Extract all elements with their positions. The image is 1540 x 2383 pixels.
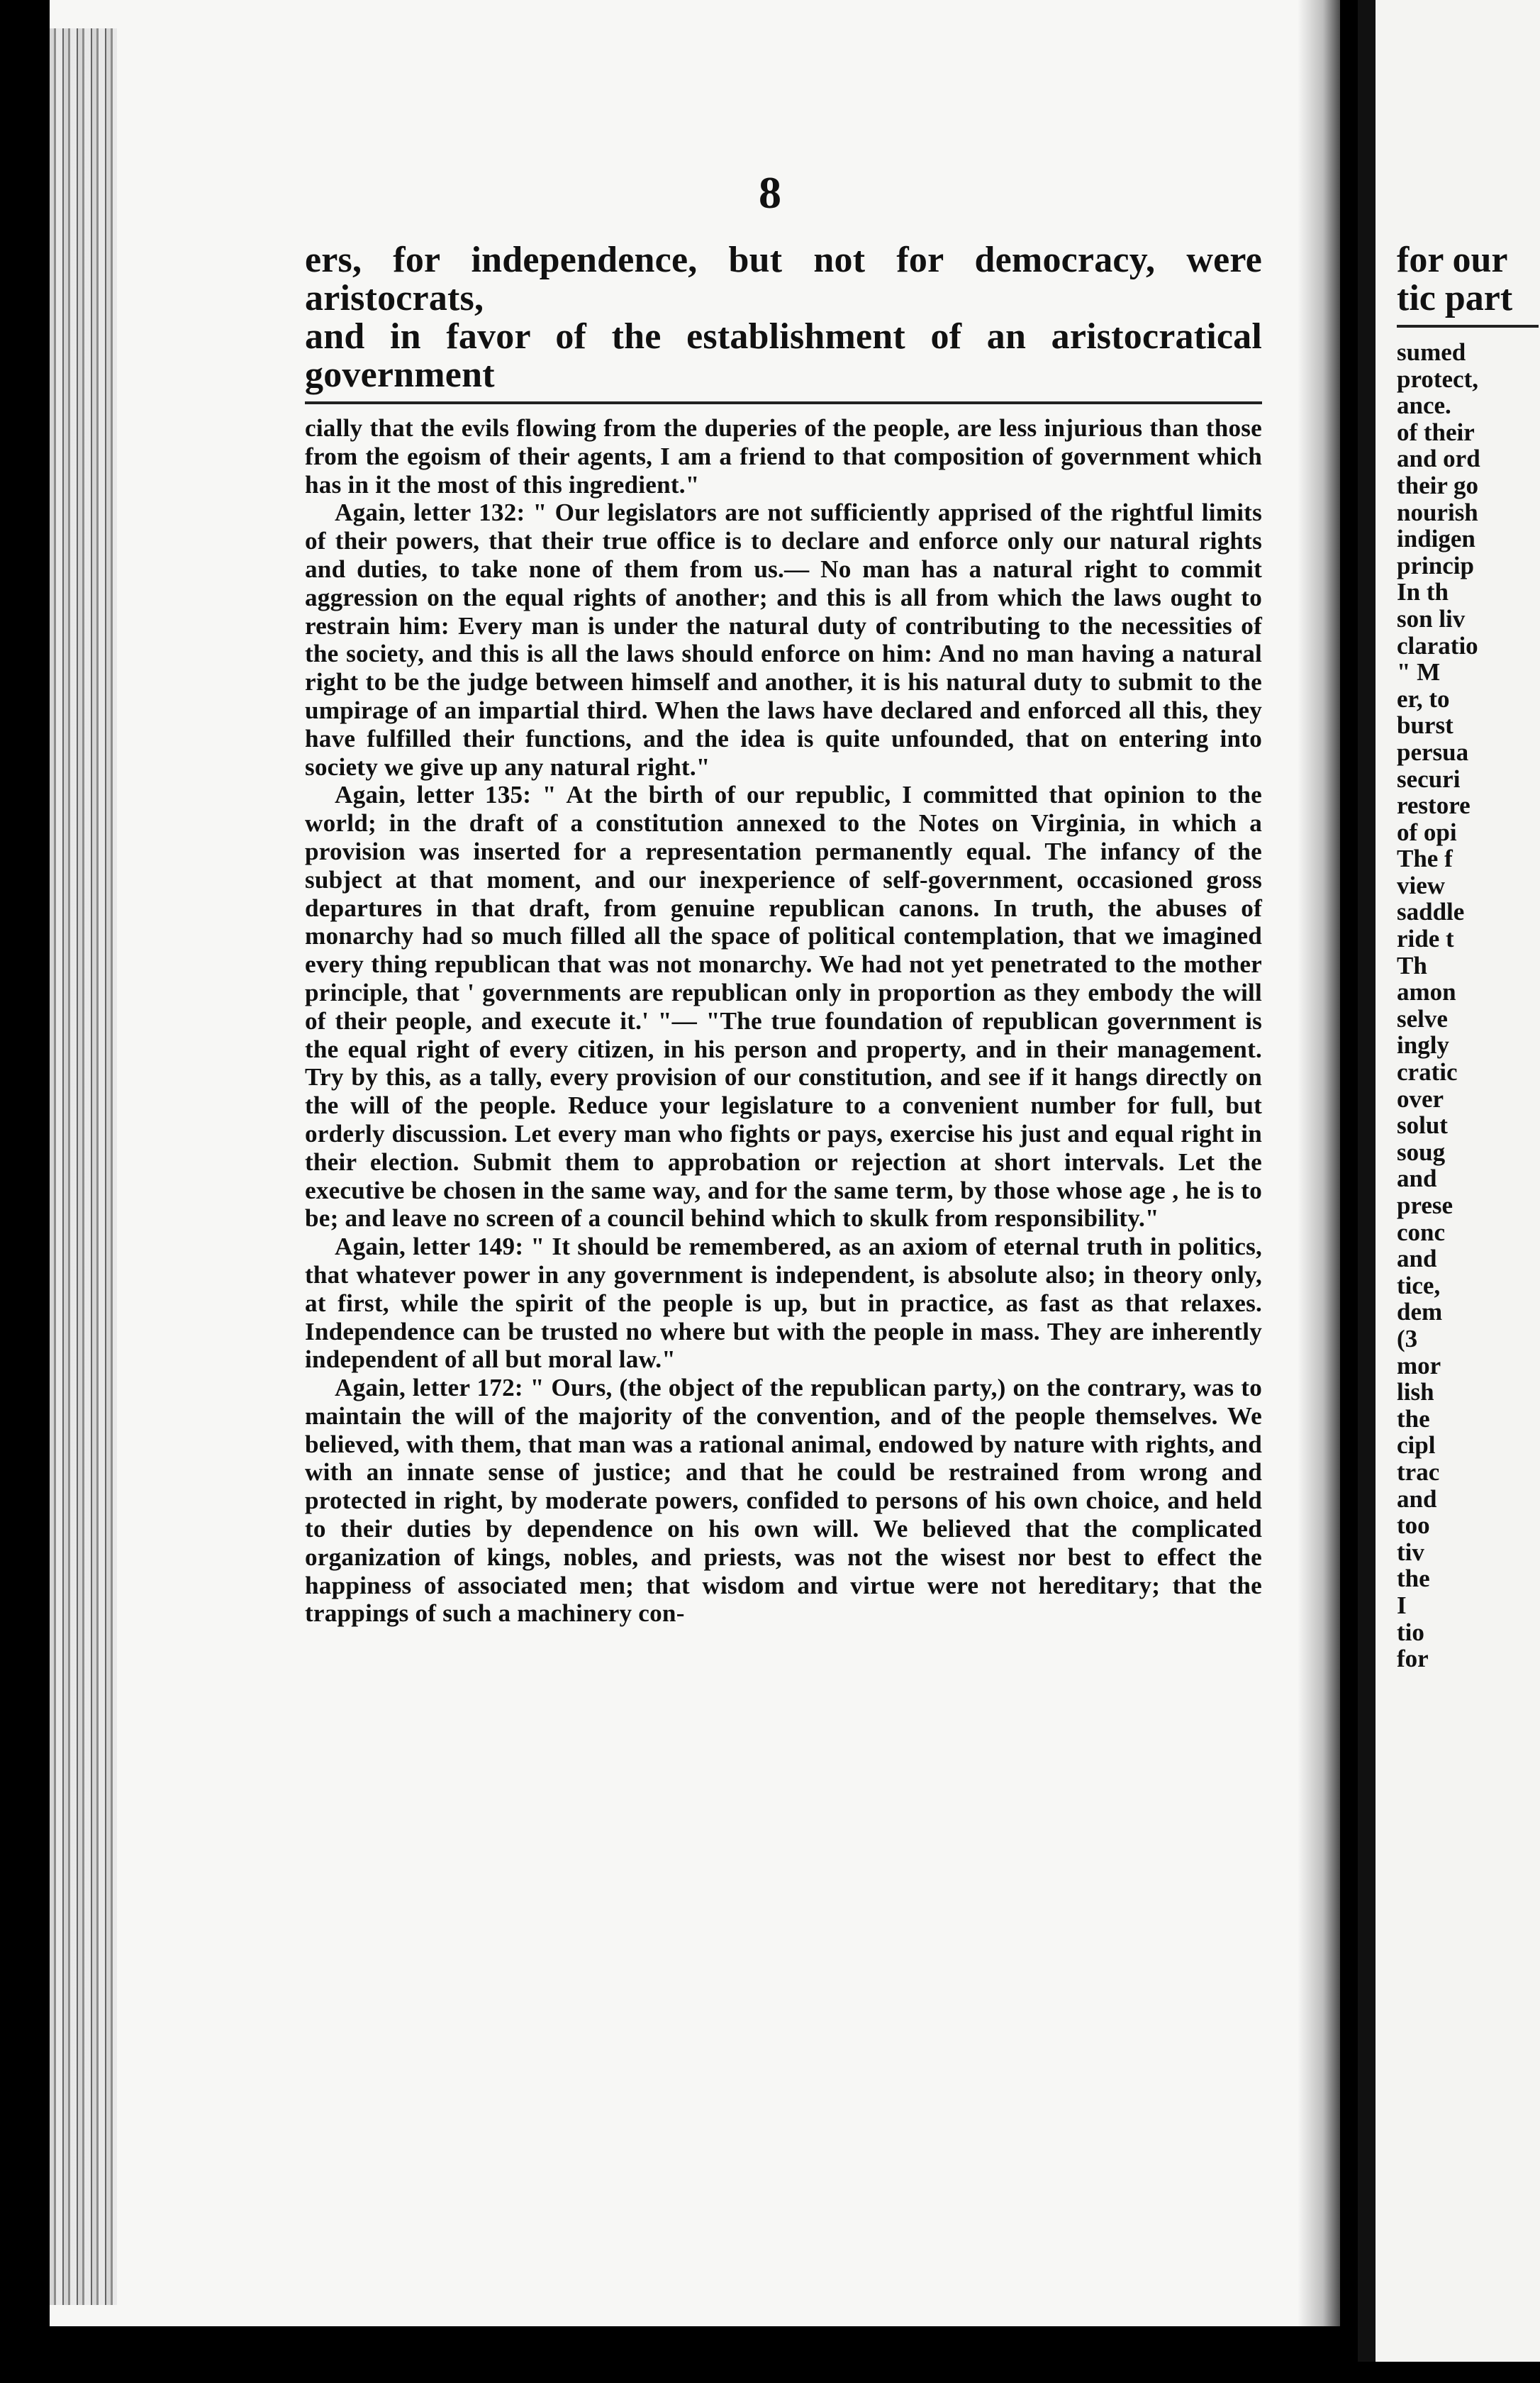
- next-page-line: tice,: [1397, 1271, 1441, 1299]
- next-page-line: son liv: [1397, 604, 1466, 633]
- next-page-line: tiv: [1397, 1538, 1424, 1566]
- paragraph: cially that the evils flowing from the duperies of the people, are less injurious than those from the egoism of their agents, I am a friend to that composition of government which has in it the most of this ingredient.": [305, 414, 1262, 499]
- page-content: [305, 241, 1262, 1628]
- next-page-line: mor: [1397, 1351, 1441, 1379]
- page-fold-shadow: [1298, 0, 1340, 2326]
- next-page-lines: [1397, 339, 1540, 1672]
- next-page-column: [1397, 241, 1540, 1672]
- next-page-line: persua: [1397, 738, 1469, 766]
- next-page-line: nourish: [1397, 498, 1478, 526]
- next-page-line: and: [1397, 1165, 1437, 1193]
- next-page-line: of their: [1397, 418, 1475, 446]
- next-page-line: tio: [1397, 1618, 1424, 1646]
- next-page-line: er, to: [1397, 684, 1450, 713]
- paragraph: Again, letter 172: " Ours, (the object of the republican party,) on the contrary, was to maintain the will of the majority of the convention, and of the people themselves. We believed, with them, that man was a rational animal, endowed by nature with rights, and with an innate sense of justice; and that he could be restrained from wrong and protected in right, by moderate powers, confided to persons of his own choice, and held to their duties by dependence on his own will. We believed that the complicated organization of kings, nobles, and priests, was not the wisest nor best to effect the happiness of associated men; that wisdom and virtue were not hereditary; that the trappings of such a machinery con-: [305, 1374, 1262, 1628]
- next-page-rule: [1397, 325, 1539, 328]
- paragraph: Again, letter 132: " Our legislators are not sufficiently apprised of the rightful limits of their powers, that their true office is to declare and enforce only our natural rights and duties, to take none of them from us.— No man has a natural right to commit aggression on the equal rights of another; and this is all from which the laws ought to restrain him: Every man is under the natural duty of contributing to the necessities of the society, and this is all the laws should enforce on him: And no man having a natural right to be the judge between himself and another, it is his natural duty to submit to the umpirage of an impartial third. When the laws have declared and enforced all this, they have fulfilled their functions, and the idea is quite unfounded, that on entering into society we give up any natural right.": [305, 499, 1262, 781]
- next-page-line: amon: [1397, 978, 1456, 1006]
- headline-line-1: ers, for independence, but not for democracy, were aristocrats,: [305, 240, 1262, 318]
- next-page-line: ingly: [1397, 1031, 1449, 1060]
- next-page-line: over: [1397, 1084, 1444, 1113]
- next-page-line: burst: [1397, 711, 1453, 740]
- next-page-line: of opi: [1397, 818, 1457, 846]
- paragraph: Again, letter 135: " At the birth of our republic, I committed that opinion to the world; in the draft of a constitution annexed to the Notes on Virginia, in which a provision was inserted for a representation permanently equal. The infancy of the subject at that moment, and our inexperience of self-government, occasioned gross departures in that draft, from genuine republican canons. In truth, the abuses of monarchy had so much filled all the space of political contemplation, that we imagined every thing republican that was not monarchy. We had not yet penetrated to the mother principle, that ' governments are republican only in proportion as they embody the will of their people, and execute it.' "— "The true foundation of republican government is the equal right of every citizen, in his person and property, and in their management. Try by this, as a tally, every provision of our constitution, and see if it hangs directly on the will of the people. Reduce your legislature to a convenient number for full, but orderly discussion. Let every man who fights or pays, exercise his just and equal right in their election. Submit them to approbation or rejection at short intervals. Let the executive be chosen in the same way, and for the same term, by those whose age , he is to be; and leave no screen of a council behind which to skulk from responsibility.": [305, 781, 1262, 1233]
- page-edge: [1358, 0, 1376, 2362]
- next-page-line: In th: [1397, 578, 1449, 606]
- page-number: 8: [759, 167, 781, 218]
- book-gutter: [50, 28, 117, 2305]
- next-page-line: securi: [1397, 765, 1461, 793]
- next-page-line: conc: [1397, 1218, 1446, 1246]
- next-page-line: claratio: [1397, 631, 1478, 660]
- next-page-line: and ord: [1397, 445, 1480, 473]
- next-page-headline-1: for our: [1397, 240, 1508, 280]
- next-page-line: restore: [1397, 791, 1471, 820]
- next-page-line: dem: [1397, 1298, 1443, 1326]
- next-page-line: saddle: [1397, 898, 1465, 926]
- next-page-line: their go: [1397, 471, 1479, 499]
- next-page-line: sumed: [1397, 338, 1466, 366]
- next-page-headline-2: tic part: [1397, 278, 1513, 318]
- next-page-line: soug: [1397, 1138, 1446, 1166]
- next-page-line: " M: [1397, 658, 1441, 687]
- next-page-line: princip: [1397, 551, 1474, 579]
- next-page-line: indigen: [1397, 525, 1475, 553]
- next-page-line: cipl: [1397, 1431, 1436, 1460]
- paragraph: Again, letter 149: " It should be remembered, as an axiom of eternal truth in politics, that whatever power in any government is independent, is absolute also; in theory only, at first, while the spirit of the people is up, but in practice, as fast as that relaxes. Independence can be trusted no where but with the people in mass. They are inherently independent of all but moral law.": [305, 1233, 1262, 1374]
- next-page-line: trac: [1397, 1457, 1440, 1486]
- next-page-line: The f: [1397, 845, 1453, 873]
- next-page-line: (3: [1397, 1324, 1418, 1352]
- running-headline: [305, 241, 1262, 394]
- next-page-line: cratic: [1397, 1058, 1458, 1087]
- headline-rule: [305, 401, 1262, 404]
- next-page-line: solut: [1397, 1111, 1448, 1140]
- next-page-line: Th: [1397, 951, 1427, 979]
- next-page-line: view: [1397, 871, 1446, 899]
- next-page-line: lish: [1397, 1378, 1434, 1406]
- body-text: [305, 414, 1262, 1628]
- next-page-line: for: [1397, 1645, 1429, 1673]
- next-page-line: selve: [1397, 1004, 1448, 1033]
- next-page-line: protect,: [1397, 365, 1478, 393]
- next-page-line: the: [1397, 1404, 1430, 1433]
- headline-line-2: and in favor of the establishment of an aristocratical government: [305, 316, 1262, 395]
- page-right: [1376, 0, 1540, 2362]
- next-page-line: I: [1397, 1591, 1407, 1619]
- next-page-line: too: [1397, 1511, 1430, 1540]
- next-page-line: ride t: [1397, 925, 1454, 953]
- next-page-line: ance.: [1397, 391, 1451, 420]
- next-page-line: and: [1397, 1245, 1437, 1273]
- next-page-line: the: [1397, 1565, 1430, 1593]
- next-page-line: prese: [1397, 1192, 1453, 1219]
- next-page-line: and: [1397, 1484, 1437, 1513]
